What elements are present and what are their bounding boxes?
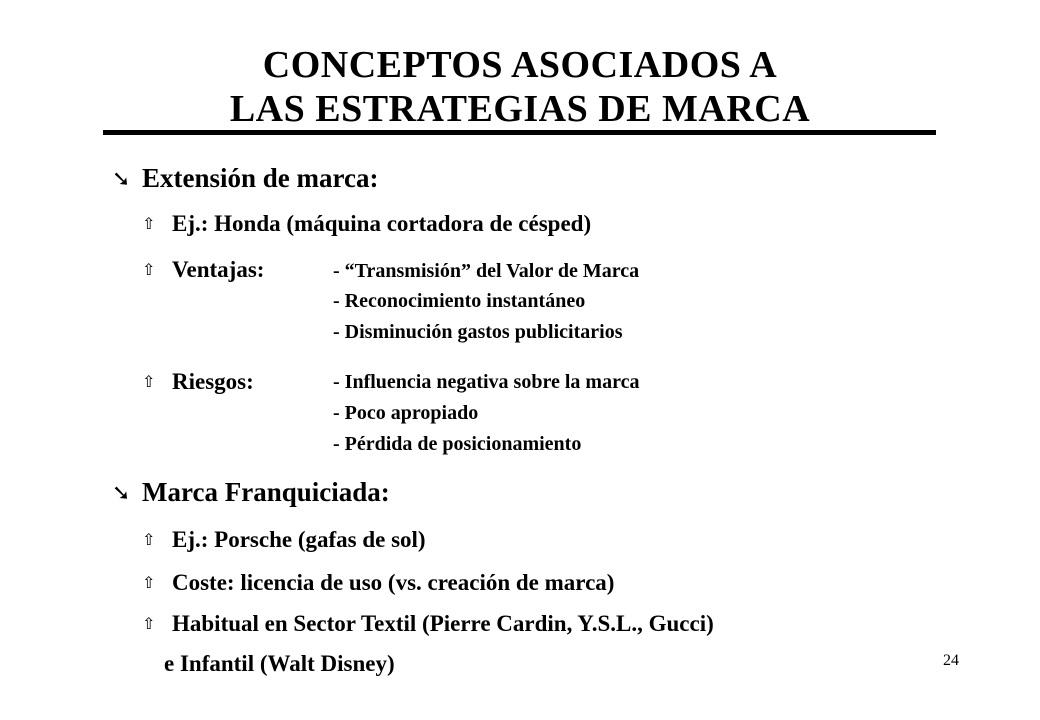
- riesgos-label: ⇧ Riesgos:: [142, 369, 254, 394]
- page-number: 24: [943, 652, 959, 669]
- riesgo-item: - Poco apropiado: [333, 402, 479, 424]
- example-item: [142, 211, 591, 237]
- ventajas-label: ⇧ Ventajas:: [142, 257, 265, 282]
- arrow-up-icon: ⇧: [142, 214, 156, 233]
- ventaja-item: - “Transmisión” del Valor de Marca: [333, 260, 640, 282]
- slide-title-line-2: LAS ESTRATEGIAS DE MARCA: [229, 88, 811, 130]
- example-text: Ej.: Honda (máquina cortadora de césped): [172, 211, 592, 236]
- arrow-down-right-icon: ➘: [112, 481, 131, 506]
- ventaja-item: - Reconocimiento instantáneo: [333, 290, 586, 312]
- arrow-up-icon: ⇧: [142, 530, 156, 549]
- arrow-up-icon: ⇧: [142, 372, 156, 391]
- habitual-item-continuation: e Infantil (Walt Disney): [164, 651, 395, 676]
- section-heading-text: Extensión de marca:: [142, 163, 379, 193]
- example-text: Ej.: Porsche (gafas de sol): [172, 527, 426, 552]
- riesgo-item: - Influencia negativa sobre la marca: [333, 371, 640, 393]
- ventaja-item: - Disminución gastos publicitarios: [333, 321, 623, 343]
- habitual-item: ⇧ Habitual en Sector Textil (Pierre Cardin, Y.S.L., Gucci): [142, 611, 714, 636]
- slide-title-line-1: CONCEPTOS ASOCIADOS A: [262, 44, 778, 86]
- section-heading-franquiciada: [112, 477, 390, 509]
- riesgo-item: - Pérdida de posicionamiento: [333, 433, 582, 455]
- section-heading-text: Marca Franquiciada:: [142, 477, 390, 507]
- arrow-up-icon: ⇧: [142, 260, 156, 279]
- section-heading-extension: [112, 163, 379, 195]
- example-item: [142, 527, 426, 553]
- coste-item: ⇧ Coste: licencia de uso (vs. creación de marca): [142, 570, 615, 595]
- arrow-up-icon: ⇧: [142, 614, 156, 633]
- title-underline: [103, 130, 936, 135]
- arrow-down-right-icon: ➘: [112, 167, 131, 192]
- arrow-up-icon: ⇧: [142, 573, 156, 592]
